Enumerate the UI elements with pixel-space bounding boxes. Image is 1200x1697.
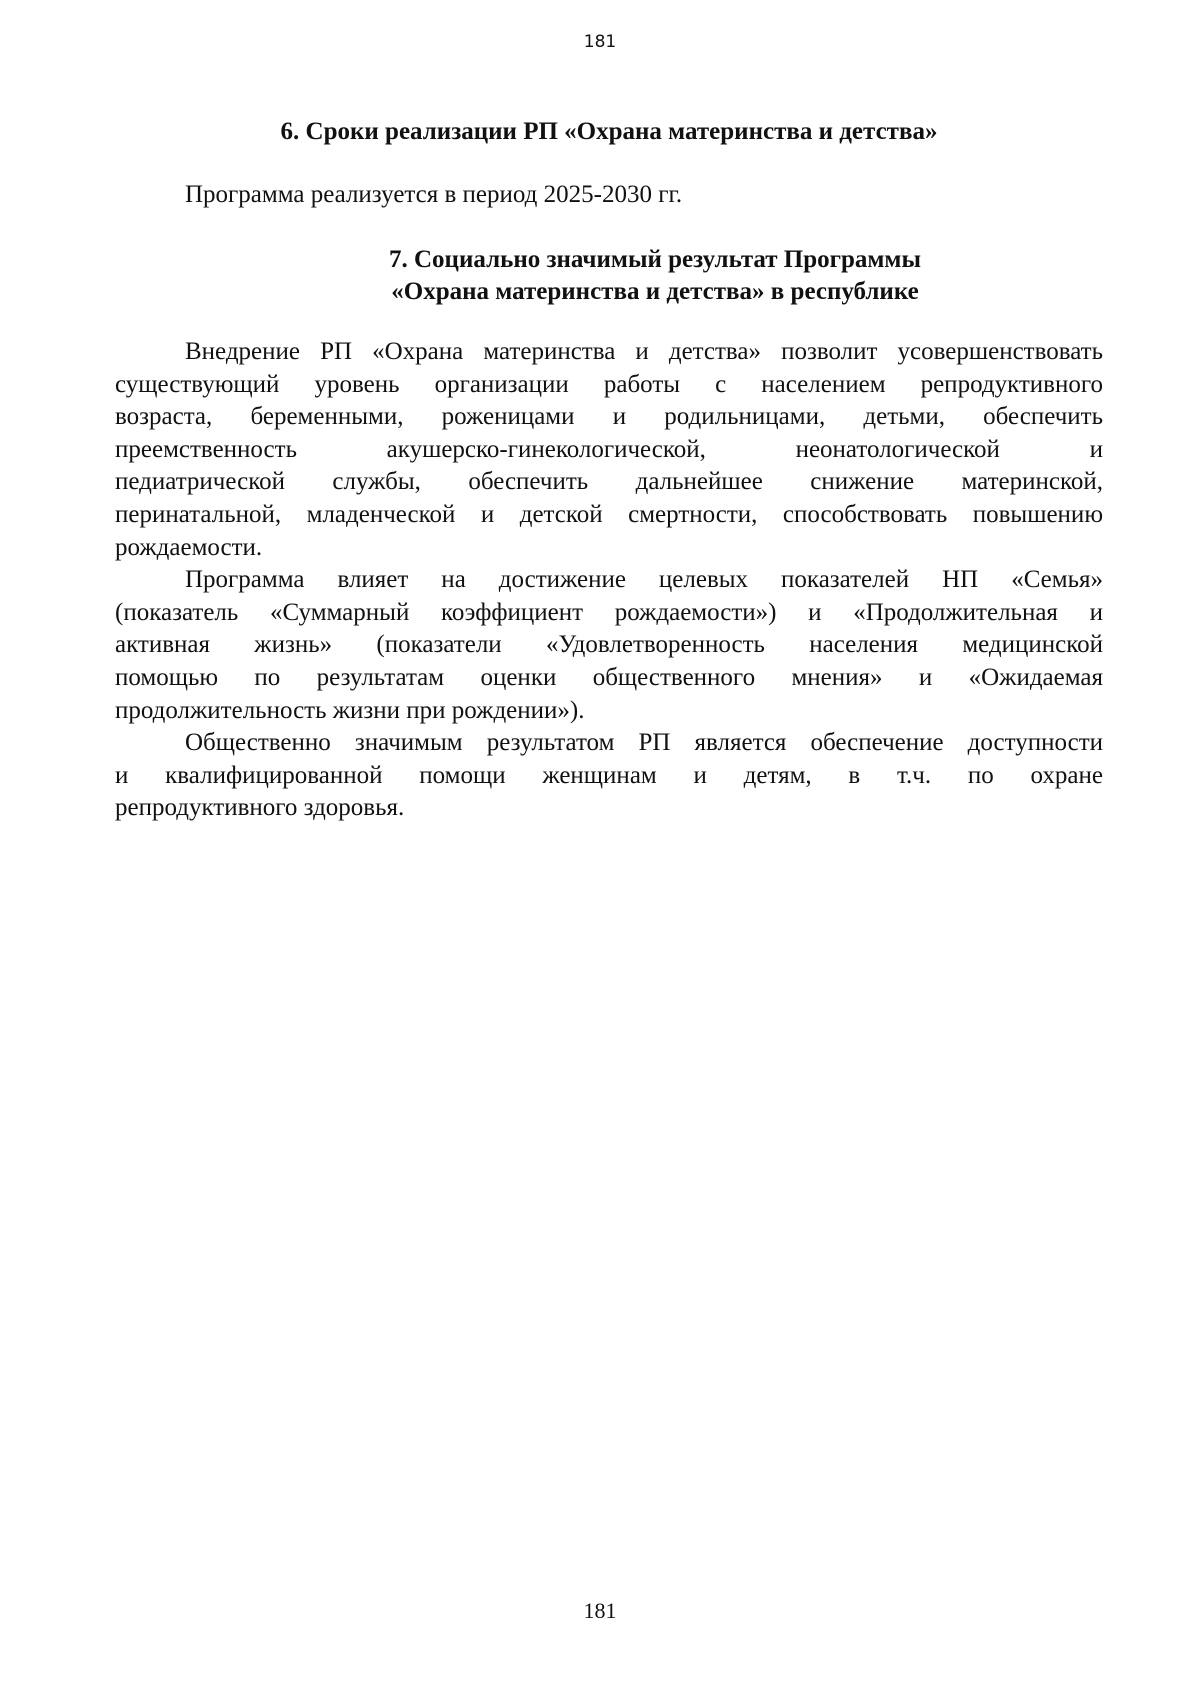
section-6-text: Программа реализуется в период 2025-2030 гг. [185, 181, 683, 208]
paragraph-line: Общественно значимым результатом РП является обеспечение доступности [185, 729, 1103, 757]
header-page-number: 181 [583, 32, 617, 52]
paragraph-line: (показатель «Суммарный коэффициент рождаемости») и «Продолжительная и [115, 598, 1103, 626]
footer-page-number: 181 [583, 1598, 617, 1623]
paragraph-line: активная жизнь» (показатели «Удовлетворенность населения медицинской [115, 631, 1103, 659]
paragraph-line: и квалифицированной помощи женщинам и детям, в т.ч. по охране [115, 761, 1103, 789]
paragraph-line: возраста, беременными, роженицами и родильницами, детьми, обеспечить [115, 403, 1103, 431]
section-6-heading: 6. Сроки реализации РП «Охрана материнства и детства» [280, 118, 938, 145]
paragraph-line: перинатальной, младенческой и детской смертности, способствовать повышению [115, 500, 1103, 528]
section-7-heading [207, 244, 1103, 308]
paragraph-line: преемственность акушерско-гинекологической, неонатологической и [115, 435, 1103, 463]
paragraph-line: помощью по результатам оценки общественного мнения» и «Ожидаемая [115, 663, 1103, 691]
paragraph-line: репродуктивного здоровья. [115, 794, 405, 822]
paragraph-line: педиатрической службы, обеспечить дальнейшее снижение материнской, [115, 468, 1103, 496]
paragraph [115, 336, 1103, 564]
section-7-body [115, 336, 1103, 825]
section-7-heading-line: «Охрана материнства и детства» в республике [391, 278, 919, 305]
paragraph-line: рождаемости. [115, 533, 263, 561]
paragraph-line: Программа влияет на достижение целевых показателей НП «Семья» [185, 566, 1103, 594]
section-7-heading-line: 7. Социально значимый результат Программы [389, 246, 921, 273]
paragraph-line: существующий уровень организации работы с населением репродуктивного [115, 370, 1103, 398]
paragraph [115, 564, 1103, 727]
paragraph-line: продолжительность жизни при рождении»). [115, 696, 585, 724]
paragraph-line: Внедрение РП «Охрана материнства и детства» позволит усовершенствовать [185, 338, 1103, 365]
paragraph [115, 727, 1103, 825]
